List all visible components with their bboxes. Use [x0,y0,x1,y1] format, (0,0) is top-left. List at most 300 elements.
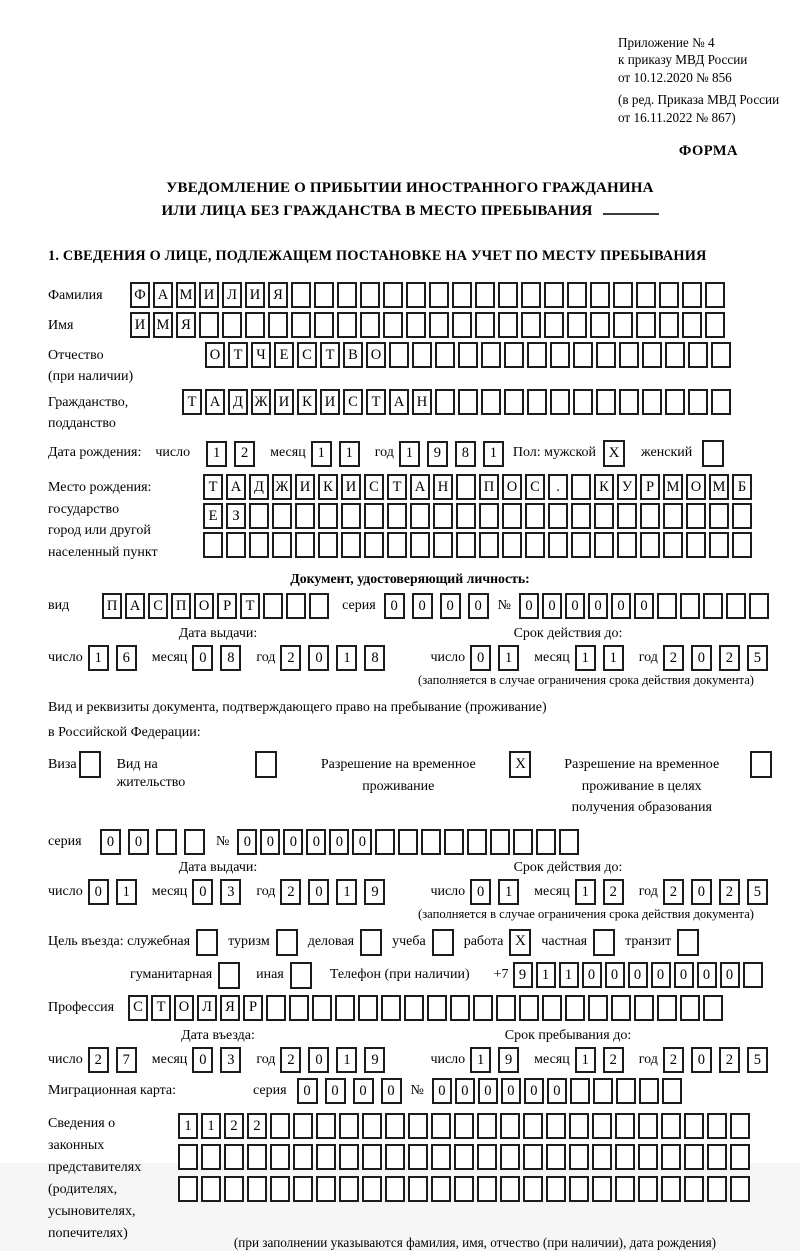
char-cell[interactable]: К [594,474,614,500]
char-cell[interactable]: И [130,312,150,338]
char-cell[interactable]: Р [243,995,263,1021]
char-cell[interactable] [337,282,357,308]
char-cell[interactable]: Н [433,474,453,500]
char-cell[interactable] [588,995,608,1021]
char-cell[interactable]: П [102,593,122,619]
char-cell[interactable]: 2 [719,1047,740,1073]
char-cell[interactable] [730,1176,750,1202]
char-cell[interactable] [293,1144,313,1170]
purpose-other-checkbox[interactable] [290,962,312,989]
char-cell[interactable] [270,1144,290,1170]
char-cell[interactable] [569,1176,589,1202]
char-cell[interactable]: Р [640,474,660,500]
char-cell[interactable] [521,312,541,338]
char-cell[interactable]: 0 [237,829,257,855]
char-cell[interactable] [291,282,311,308]
char-cell[interactable] [312,995,332,1021]
char-cell[interactable] [247,1144,267,1170]
char-cell[interactable] [513,829,533,855]
sex-male-checkbox[interactable]: X [603,440,625,467]
char-cell[interactable] [559,829,579,855]
char-cell[interactable]: 2 [247,1113,267,1139]
char-cell[interactable] [477,1113,497,1139]
char-cell[interactable] [619,389,639,415]
char-cell[interactable] [291,312,311,338]
char-cell[interactable] [703,995,723,1021]
char-cell[interactable] [571,474,591,500]
char-cell[interactable] [571,503,591,529]
char-cell[interactable]: 0 [565,593,585,619]
char-cell[interactable] [523,1176,543,1202]
char-cell[interactable]: 2 [88,1047,109,1073]
char-cell[interactable]: П [171,593,191,619]
char-cell[interactable]: О [194,593,214,619]
char-cell[interactable]: 1 [399,441,420,467]
char-cell[interactable]: Т [151,995,171,1021]
char-cell[interactable]: З [226,503,246,529]
char-cell[interactable]: 1 [575,1047,596,1073]
purpose-business-checkbox[interactable] [360,929,382,956]
char-cell[interactable]: И [341,474,361,500]
char-cell[interactable] [544,282,564,308]
char-cell[interactable] [178,1176,198,1202]
char-cell[interactable]: 9 [513,962,533,988]
char-cell[interactable]: 8 [455,441,476,467]
char-cell[interactable] [201,1176,221,1202]
char-cell[interactable]: С [297,342,317,368]
char-cell[interactable] [613,312,633,338]
char-cell[interactable] [502,532,522,558]
char-cell[interactable]: А [410,474,430,500]
char-cell[interactable] [454,1144,474,1170]
char-cell[interactable] [156,829,177,855]
char-cell[interactable] [573,389,593,415]
char-cell[interactable] [452,312,472,338]
char-cell[interactable] [590,312,610,338]
char-cell[interactable] [634,995,654,1021]
char-cell[interactable] [201,1144,221,1170]
char-cell[interactable]: М [663,474,683,500]
char-cell[interactable] [222,312,242,338]
char-cell[interactable]: Р [217,593,237,619]
char-cell[interactable] [590,282,610,308]
char-cell[interactable]: А [153,282,173,308]
char-cell[interactable] [433,503,453,529]
char-cell[interactable] [638,1176,658,1202]
char-cell[interactable]: 2 [719,645,740,671]
char-cell[interactable] [684,1176,704,1202]
char-cell[interactable] [732,503,752,529]
char-cell[interactable]: 0 [329,829,349,855]
char-cell[interactable]: Т [228,342,248,368]
char-cell[interactable]: 5 [747,1047,768,1073]
char-cell[interactable] [479,532,499,558]
char-cell[interactable]: 2 [603,879,624,905]
char-cell[interactable] [293,1176,313,1202]
char-cell[interactable] [458,342,478,368]
char-cell[interactable] [640,532,660,558]
char-cell[interactable]: 0 [674,962,694,988]
char-cell[interactable]: 1 [498,645,519,671]
char-cell[interactable] [339,1144,359,1170]
char-cell[interactable]: 2 [280,879,301,905]
char-cell[interactable]: У [617,474,637,500]
char-cell[interactable] [263,593,283,619]
char-cell[interactable] [504,342,524,368]
char-cell[interactable] [339,1113,359,1139]
char-cell[interactable] [523,1113,543,1139]
char-cell[interactable] [525,532,545,558]
char-cell[interactable]: 0 [720,962,740,988]
char-cell[interactable] [337,312,357,338]
char-cell[interactable]: 0 [547,1078,567,1104]
sex-female-checkbox[interactable] [702,440,724,467]
char-cell[interactable] [314,312,334,338]
char-cell[interactable]: 2 [234,441,255,467]
char-cell[interactable]: 0 [697,962,717,988]
char-cell[interactable]: И [274,389,294,415]
char-cell[interactable] [410,503,430,529]
char-cell[interactable]: 0 [582,962,602,988]
char-cell[interactable] [406,312,426,338]
char-cell[interactable]: 0 [100,829,121,855]
char-cell[interactable] [404,995,424,1021]
char-cell[interactable] [636,312,656,338]
char-cell[interactable] [661,1176,681,1202]
char-cell[interactable]: 0 [611,593,631,619]
char-cell[interactable]: 0 [192,645,213,671]
char-cell[interactable]: О [366,342,386,368]
char-cell[interactable]: Ч [251,342,271,368]
char-cell[interactable]: 0 [588,593,608,619]
char-cell[interactable] [709,532,729,558]
char-cell[interactable]: Т [203,474,223,500]
char-cell[interactable] [406,282,426,308]
char-cell[interactable]: 0 [605,962,625,988]
char-cell[interactable] [619,342,639,368]
char-cell[interactable] [709,503,729,529]
char-cell[interactable]: 0 [519,593,539,619]
char-cell[interactable] [546,1176,566,1202]
char-cell[interactable] [385,1113,405,1139]
char-cell[interactable] [688,389,708,415]
char-cell[interactable]: 1 [178,1113,198,1139]
char-cell[interactable]: А [389,389,409,415]
char-cell[interactable] [249,532,269,558]
char-cell[interactable]: 6 [116,645,137,671]
char-cell[interactable] [318,532,338,558]
char-cell[interactable] [567,312,587,338]
char-cell[interactable] [408,1113,428,1139]
char-cell[interactable] [452,282,472,308]
char-cell[interactable] [247,1176,267,1202]
char-cell[interactable]: 1 [88,645,109,671]
char-cell[interactable] [616,1078,636,1104]
char-cell[interactable]: 0 [384,593,405,619]
char-cell[interactable]: 0 [381,1078,402,1104]
char-cell[interactable] [686,532,706,558]
char-cell[interactable] [385,1176,405,1202]
char-cell[interactable] [289,995,309,1021]
char-cell[interactable] [398,829,418,855]
char-cell[interactable] [203,532,223,558]
char-cell[interactable] [661,1144,681,1170]
char-cell[interactable] [270,1113,290,1139]
char-cell[interactable]: 0 [468,593,489,619]
char-cell[interactable] [435,389,455,415]
char-cell[interactable]: И [320,389,340,415]
char-cell[interactable] [479,503,499,529]
visa-checkbox[interactable] [79,751,101,778]
char-cell[interactable] [527,389,547,415]
char-cell[interactable] [536,829,556,855]
char-cell[interactable] [435,342,455,368]
char-cell[interactable]: 2 [280,645,301,671]
char-cell[interactable] [615,1113,635,1139]
char-cell[interactable] [467,829,487,855]
char-cell[interactable] [245,312,265,338]
char-cell[interactable]: 0 [352,829,372,855]
char-cell[interactable]: 0 [308,1047,329,1073]
char-cell[interactable]: 1 [201,1113,221,1139]
char-cell[interactable] [431,1144,451,1170]
char-cell[interactable]: М [709,474,729,500]
char-cell[interactable]: 0 [501,1078,521,1104]
char-cell[interactable] [569,1144,589,1170]
char-cell[interactable] [569,1113,589,1139]
char-cell[interactable] [385,1144,405,1170]
char-cell[interactable] [659,312,679,338]
char-cell[interactable] [705,282,725,308]
char-cell[interactable]: 0 [308,645,329,671]
char-cell[interactable]: Д [249,474,269,500]
char-cell[interactable]: 0 [297,1078,318,1104]
char-cell[interactable] [504,389,524,415]
char-cell[interactable]: 0 [88,879,109,905]
char-cell[interactable] [309,593,329,619]
char-cell[interactable] [523,1144,543,1170]
char-cell[interactable]: 1 [336,645,357,671]
purpose-study-checkbox[interactable] [432,929,454,956]
char-cell[interactable]: О [205,342,225,368]
char-cell[interactable]: 1 [206,441,227,467]
char-cell[interactable] [640,503,660,529]
char-cell[interactable] [638,1113,658,1139]
char-cell[interactable]: П [479,474,499,500]
char-cell[interactable] [730,1113,750,1139]
char-cell[interactable] [272,503,292,529]
char-cell[interactable] [680,995,700,1021]
char-cell[interactable] [661,1113,681,1139]
char-cell[interactable]: Т [240,593,260,619]
char-cell[interactable] [617,503,637,529]
purpose-tourism-checkbox[interactable] [276,929,298,956]
char-cell[interactable] [682,282,702,308]
char-cell[interactable] [341,503,361,529]
char-cell[interactable] [665,342,685,368]
char-cell[interactable]: 0 [634,593,654,619]
char-cell[interactable]: С [148,593,168,619]
char-cell[interactable]: 0 [691,645,712,671]
char-cell[interactable] [665,389,685,415]
char-cell[interactable] [473,995,493,1021]
char-cell[interactable] [596,389,616,415]
char-cell[interactable]: 0 [651,962,671,988]
char-cell[interactable]: 8 [220,645,241,671]
char-cell[interactable] [519,995,539,1021]
char-cell[interactable] [570,1078,590,1104]
char-cell[interactable] [318,503,338,529]
char-cell[interactable]: 0 [440,593,461,619]
char-cell[interactable]: Д [228,389,248,415]
char-cell[interactable] [730,1144,750,1170]
char-cell[interactable]: 8 [364,645,385,671]
char-cell[interactable] [362,1176,382,1202]
char-cell[interactable] [224,1176,244,1202]
char-cell[interactable] [375,829,395,855]
char-cell[interactable]: 1 [116,879,137,905]
char-cell[interactable]: 1 [336,879,357,905]
char-cell[interactable]: 5 [747,645,768,671]
char-cell[interactable] [573,342,593,368]
purpose-private-checkbox[interactable] [593,929,615,956]
char-cell[interactable]: 0 [432,1078,452,1104]
char-cell[interactable] [749,593,769,619]
char-cell[interactable]: Б [732,474,752,500]
char-cell[interactable]: 2 [719,879,740,905]
char-cell[interactable] [546,1113,566,1139]
char-cell[interactable]: Е [203,503,223,529]
temp-permit-edu-checkbox[interactable] [750,751,772,778]
char-cell[interactable] [502,503,522,529]
char-cell[interactable]: 0 [192,879,213,905]
char-cell[interactable]: 1 [603,645,624,671]
char-cell[interactable]: 1 [559,962,579,988]
char-cell[interactable] [224,1144,244,1170]
char-cell[interactable] [703,593,723,619]
char-cell[interactable] [270,1176,290,1202]
char-cell[interactable] [316,1176,336,1202]
char-cell[interactable] [266,995,286,1021]
char-cell[interactable] [429,282,449,308]
char-cell[interactable] [481,389,501,415]
char-cell[interactable]: 0 [691,1047,712,1073]
char-cell[interactable]: 9 [498,1047,519,1073]
char-cell[interactable]: М [153,312,173,338]
char-cell[interactable]: Ж [251,389,271,415]
char-cell[interactable]: 1 [536,962,556,988]
char-cell[interactable]: 2 [663,645,684,671]
char-cell[interactable] [431,1176,451,1202]
char-cell[interactable] [408,1144,428,1170]
char-cell[interactable]: А [205,389,225,415]
char-cell[interactable] [286,593,306,619]
char-cell[interactable] [387,532,407,558]
char-cell[interactable]: 2 [603,1047,624,1073]
char-cell[interactable] [662,1078,682,1104]
char-cell[interactable] [711,342,731,368]
char-cell[interactable] [642,342,662,368]
char-cell[interactable] [362,1144,382,1170]
char-cell[interactable] [500,1144,520,1170]
char-cell[interactable] [477,1144,497,1170]
char-cell[interactable] [268,312,288,338]
char-cell[interactable]: И [245,282,265,308]
char-cell[interactable]: А [125,593,145,619]
char-cell[interactable] [636,282,656,308]
char-cell[interactable]: Е [274,342,294,368]
char-cell[interactable]: И [295,474,315,500]
char-cell[interactable] [383,282,403,308]
char-cell[interactable] [707,1176,727,1202]
char-cell[interactable] [490,829,510,855]
char-cell[interactable]: К [297,389,317,415]
char-cell[interactable]: 0 [306,829,326,855]
char-cell[interactable] [592,1144,612,1170]
char-cell[interactable] [339,1176,359,1202]
char-cell[interactable]: 1 [575,645,596,671]
char-cell[interactable] [686,503,706,529]
char-cell[interactable] [500,1176,520,1202]
char-cell[interactable]: 0 [470,879,491,905]
char-cell[interactable] [410,532,430,558]
char-cell[interactable]: В [343,342,363,368]
char-cell[interactable] [431,1113,451,1139]
char-cell[interactable] [272,532,292,558]
char-cell[interactable] [525,503,545,529]
char-cell[interactable]: 1 [470,1047,491,1073]
char-cell[interactable] [659,282,679,308]
char-cell[interactable] [314,282,334,308]
char-cell[interactable] [638,1144,658,1170]
char-cell[interactable] [592,1176,612,1202]
char-cell[interactable] [293,1113,313,1139]
purpose-transit-checkbox[interactable] [677,929,699,956]
char-cell[interactable] [596,342,616,368]
char-cell[interactable] [565,995,585,1021]
char-cell[interactable]: С [364,474,384,500]
char-cell[interactable]: 0 [628,962,648,988]
char-cell[interactable] [475,282,495,308]
char-cell[interactable] [707,1144,727,1170]
char-cell[interactable]: Т [366,389,386,415]
char-cell[interactable] [454,1113,474,1139]
char-cell[interactable] [456,532,476,558]
char-cell[interactable] [548,503,568,529]
char-cell[interactable] [226,532,246,558]
char-cell[interactable]: 0 [524,1078,544,1104]
char-cell[interactable] [458,389,478,415]
char-cell[interactable]: Ф [130,282,150,308]
char-cell[interactable]: 1 [339,441,360,467]
char-cell[interactable]: О [174,995,194,1021]
char-cell[interactable] [364,503,384,529]
char-cell[interactable] [429,312,449,338]
char-cell[interactable]: Т [387,474,407,500]
purpose-work-checkbox[interactable]: X [509,929,531,956]
char-cell[interactable] [550,389,570,415]
temp-permit-checkbox[interactable]: X [509,751,531,778]
char-cell[interactable] [381,995,401,1021]
char-cell[interactable] [249,503,269,529]
char-cell[interactable] [571,532,591,558]
purpose-official-checkbox[interactable] [196,929,218,956]
char-cell[interactable]: 0 [691,879,712,905]
char-cell[interactable]: Ж [272,474,292,500]
char-cell[interactable] [450,995,470,1021]
char-cell[interactable]: 0 [128,829,149,855]
char-cell[interactable]: 0 [325,1078,346,1104]
